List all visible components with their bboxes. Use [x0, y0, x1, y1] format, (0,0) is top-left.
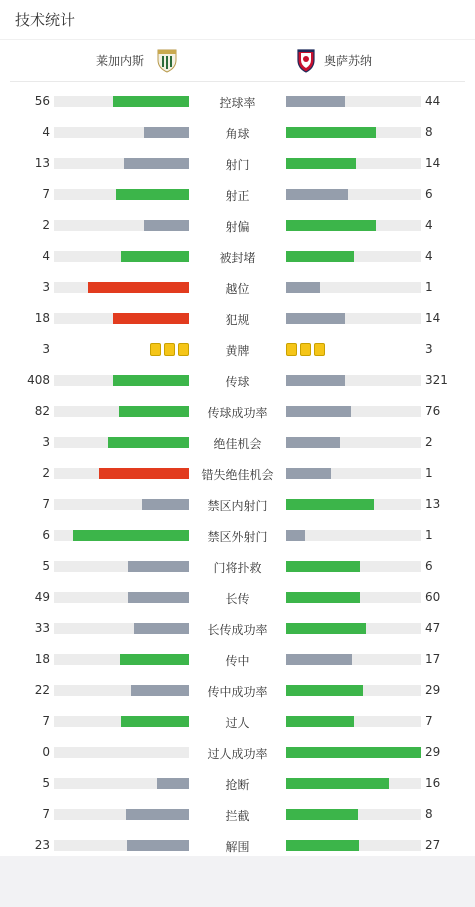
away-stat-bar-track: [286, 654, 421, 665]
home-stat-value: 2: [42, 218, 50, 232]
away-stat-bar: [286, 127, 376, 138]
away-stat-value: 44: [425, 94, 441, 108]
stat-row: [0, 241, 475, 272]
home-stat-value: 5: [42, 776, 50, 790]
away-stat-bar-track: [286, 468, 421, 479]
home-stat-value: 2: [42, 466, 50, 480]
stat-label: 越位: [225, 282, 250, 296]
away-stat-bar-track: [286, 809, 421, 820]
away-stat-bar-track: [286, 685, 421, 696]
stat-label: 传球成功率: [207, 406, 268, 420]
away-stat-bar: [286, 282, 320, 293]
away-stat-value: 6: [425, 187, 433, 201]
away-stat-bar: [286, 654, 352, 665]
home-stat-bar: [128, 592, 189, 603]
away-stat-value: 8: [425, 125, 433, 139]
home-stat-bar-track: [54, 499, 189, 510]
home-stat-bar-track: [54, 437, 189, 448]
away-team-name: 奥萨苏纳: [324, 53, 373, 68]
away-stat-bar-track: [286, 406, 421, 417]
away-stat-bar: [286, 499, 374, 510]
stat-label: 控球率: [219, 96, 256, 110]
yellow-card-icon: [300, 343, 311, 356]
stat-row: [0, 489, 475, 520]
stat-row: [0, 830, 475, 861]
away-stat-value: 29: [425, 745, 441, 759]
away-stat-bar: [286, 747, 421, 758]
yellow-card-icon: [164, 343, 175, 356]
home-stat-value: 408: [27, 373, 50, 387]
away-stat-bar-track: [286, 747, 421, 758]
home-stat-bar: [119, 406, 189, 417]
home-stat-value: 22: [34, 683, 50, 697]
away-stat-bar: [286, 809, 358, 820]
stat-label: 禁区外射门: [207, 530, 268, 544]
home-stat-bar: [126, 809, 189, 820]
stat-row: [0, 396, 475, 427]
away-stat-bar-track: [286, 282, 421, 293]
stat-row: [0, 551, 475, 582]
stat-row: [0, 272, 475, 303]
home-stat-value: 56: [34, 94, 50, 108]
away-stat-bar: [286, 220, 376, 231]
stat-row: [0, 334, 475, 365]
yellow-card-icon: [178, 343, 189, 356]
away-stat-bar-track: [286, 499, 421, 510]
home-stat-bar-track: [54, 530, 189, 541]
away-stat-bar: [286, 592, 360, 603]
home-stat-bar: [144, 220, 189, 231]
stat-label: 错失绝佳机会: [201, 468, 274, 482]
yellow-card-icon: [314, 343, 325, 356]
home-stat-bar: [131, 685, 189, 696]
away-stat-value: 1: [425, 528, 433, 542]
away-stat-value: 1: [425, 466, 433, 480]
stat-row: [0, 582, 475, 613]
home-stat-bar: [120, 654, 189, 665]
away-stat-value: 8: [425, 807, 433, 821]
home-stat-value: 18: [34, 652, 50, 666]
home-stat-value: 7: [42, 714, 50, 728]
home-stat-bar-track: [54, 189, 189, 200]
home-stat-value: 3: [42, 342, 50, 356]
home-stat-bar-track: [54, 220, 189, 231]
home-stat-value: 4: [42, 125, 50, 139]
home-stat-bar: [157, 778, 189, 789]
stat-label: 门将扑救: [213, 561, 262, 575]
home-team[interactable]: [96, 40, 180, 80]
home-stat-value: 82: [34, 404, 50, 418]
away-stat-bar-track: [286, 251, 421, 262]
home-stat-value: 0: [42, 745, 50, 759]
stat-row: [0, 458, 475, 489]
away-stat-bar-track: [286, 437, 421, 448]
away-stat-value: 76: [425, 404, 441, 418]
home-stat-bar-track: [54, 282, 189, 293]
stat-label: 长传: [225, 592, 250, 606]
stat-label: 过人: [225, 716, 250, 730]
home-stat-bar-track: [54, 654, 189, 665]
home-stat-bar-track: [54, 468, 189, 479]
away-stat-value: 27: [425, 838, 441, 852]
home-stat-value: 4: [42, 249, 50, 263]
yellow-card-icon: [150, 343, 161, 356]
away-stat-bar-track: [286, 592, 421, 603]
home-stat-value: 33: [34, 621, 50, 635]
away-stat-value: 13: [425, 497, 441, 511]
away-stat-value: 14: [425, 156, 441, 170]
home-stat-bar: [144, 127, 189, 138]
away-stat-value: 47: [425, 621, 441, 635]
stat-label: 过人成功率: [207, 747, 268, 761]
stat-row: [0, 365, 475, 396]
home-stat-bar: [108, 437, 189, 448]
section-title: 技术统计: [15, 11, 76, 29]
home-stat-bar-track: [54, 251, 189, 262]
away-team[interactable]: [293, 40, 372, 80]
away-stat-bar-track: [286, 778, 421, 789]
away-stat-bar: [286, 313, 345, 324]
stat-row: [0, 768, 475, 799]
stat-label: 禁区内射门: [207, 499, 268, 513]
away-stat-value: 7: [425, 714, 433, 728]
home-stat-bar-track: [54, 158, 189, 169]
stat-row: [0, 427, 475, 458]
away-stat-bar: [286, 685, 363, 696]
stat-row: [0, 644, 475, 675]
away-stat-bar: [286, 251, 354, 262]
away-stat-bar-track: [286, 189, 421, 200]
home-stat-value: 5: [42, 559, 50, 573]
away-stat-bar: [286, 189, 348, 200]
away-stat-bar-track: [286, 840, 421, 851]
home-stat-bar: [128, 561, 189, 572]
stat-row: [0, 210, 475, 241]
yellow-card-icon: [286, 343, 297, 356]
home-stat-bar: [113, 375, 189, 386]
stat-label: 传中: [225, 654, 250, 668]
home-stat-bar-track: [54, 716, 189, 727]
away-stat-bar-track: [286, 716, 421, 727]
away-stat-bar-track: [286, 561, 421, 572]
home-stat-bar-track: [54, 747, 189, 758]
away-stat-bar: [286, 437, 340, 448]
away-stat-value: 3: [425, 342, 433, 356]
stat-row: [0, 86, 475, 117]
away-stat-bar: [286, 840, 359, 851]
stat-label: 绝佳机会: [213, 437, 262, 451]
home-stat-value: 49: [34, 590, 50, 604]
stat-row: [0, 179, 475, 210]
away-stat-bar: [286, 716, 354, 727]
home-team-crest-icon: [154, 47, 180, 73]
home-stat-bar-track: [54, 685, 189, 696]
stat-label: 黄牌: [225, 344, 250, 358]
away-stat-bar: [286, 530, 305, 541]
stat-label: 犯规: [225, 313, 250, 327]
away-stat-value: 6: [425, 559, 433, 573]
away-stat-value: 4: [425, 218, 433, 232]
stat-row: [0, 303, 475, 334]
away-team-crest-icon: [293, 47, 319, 73]
home-stat-value: 6: [42, 528, 50, 542]
away-stat-bar-track: [286, 375, 421, 386]
stat-label: 被封堵: [219, 251, 256, 265]
away-stat-value: 29: [425, 683, 441, 697]
home-stat-value: 7: [42, 497, 50, 511]
away-stat-bar: [286, 406, 351, 417]
away-stat-bar: [286, 468, 331, 479]
home-yellow-cards: [150, 343, 189, 356]
home-stat-value: 23: [34, 838, 50, 852]
home-stat-bar: [127, 840, 189, 851]
stat-label: 解围: [225, 840, 250, 854]
home-stat-bar-track: [54, 406, 189, 417]
away-stat-value: 2: [425, 435, 433, 449]
home-stat-bar-track: [54, 127, 189, 138]
stat-label: 拦截: [225, 809, 250, 823]
home-stat-bar: [88, 282, 189, 293]
away-stat-bar: [286, 158, 356, 169]
home-team-name: 莱加内斯: [95, 53, 144, 68]
home-stat-bar-track: [54, 840, 189, 851]
stat-row: [0, 706, 475, 737]
home-stat-bar-track: [54, 592, 189, 603]
home-stat-bar-track: [54, 778, 189, 789]
home-stat-bar-track: [54, 809, 189, 820]
away-stat-bar: [286, 623, 366, 634]
home-stat-bar: [113, 96, 189, 107]
home-stat-bar-track: [54, 561, 189, 572]
stat-row: [0, 675, 475, 706]
home-stat-bar: [121, 251, 189, 262]
away-stat-bar-track: [286, 623, 421, 634]
home-stat-bar-track: [54, 313, 189, 324]
home-stat-bar: [124, 158, 189, 169]
away-stat-value: 321: [425, 373, 448, 387]
away-stat-bar-track: [286, 96, 421, 107]
stat-label: 射偏: [225, 220, 250, 234]
home-stat-bar: [121, 716, 189, 727]
stat-label: 射门: [225, 158, 250, 172]
stat-row: [0, 520, 475, 551]
stat-label: 角球: [225, 127, 250, 141]
away-stat-bar-track: [286, 313, 421, 324]
home-stat-bar: [116, 189, 189, 200]
stat-label: 抢断: [225, 778, 250, 792]
away-stat-bar-track: [286, 127, 421, 138]
home-stat-value: 18: [34, 311, 50, 325]
stat-row: [0, 117, 475, 148]
away-stat-value: 1: [425, 280, 433, 294]
stat-row: [0, 148, 475, 179]
away-yellow-cards: [286, 343, 325, 356]
away-stat-bar: [286, 561, 360, 572]
home-stat-bar: [134, 623, 189, 634]
home-stat-bar: [142, 499, 189, 510]
home-stat-value: 3: [42, 435, 50, 449]
away-stat-bar-track: [286, 530, 421, 541]
stats-list: [0, 82, 475, 861]
stat-label: 传中成功率: [207, 685, 268, 699]
away-stat-value: 16: [425, 776, 441, 790]
away-stat-bar: [286, 778, 389, 789]
away-stat-value: 14: [425, 311, 441, 325]
stat-row: [0, 799, 475, 830]
away-stat-bar-track: [286, 220, 421, 231]
away-stat-bar-track: [286, 158, 421, 169]
stat-label: 长传成功率: [207, 623, 268, 637]
home-stat-bar: [99, 468, 189, 479]
stat-row: [0, 737, 475, 768]
home-stat-bar: [73, 530, 189, 541]
home-stat-bar-track: [54, 375, 189, 386]
teams-row: [10, 40, 465, 82]
away-stat-value: 4: [425, 249, 433, 263]
away-stat-bar: [286, 375, 345, 386]
home-stat-bar-track: [54, 96, 189, 107]
home-stat-value: 13: [34, 156, 50, 170]
home-stat-value: 3: [42, 280, 50, 294]
home-stat-value: 7: [42, 187, 50, 201]
away-stat-value: 17: [425, 652, 441, 666]
home-stat-bar-track: [54, 623, 189, 634]
away-stat-value: 60: [425, 590, 441, 604]
home-stat-bar: [113, 313, 189, 324]
stat-row: [0, 613, 475, 644]
away-stat-bar: [286, 96, 345, 107]
stat-label: 传球: [225, 375, 250, 389]
home-stat-value: 7: [42, 807, 50, 821]
section-header: [0, 0, 475, 40]
stat-label: 射正: [225, 189, 250, 203]
